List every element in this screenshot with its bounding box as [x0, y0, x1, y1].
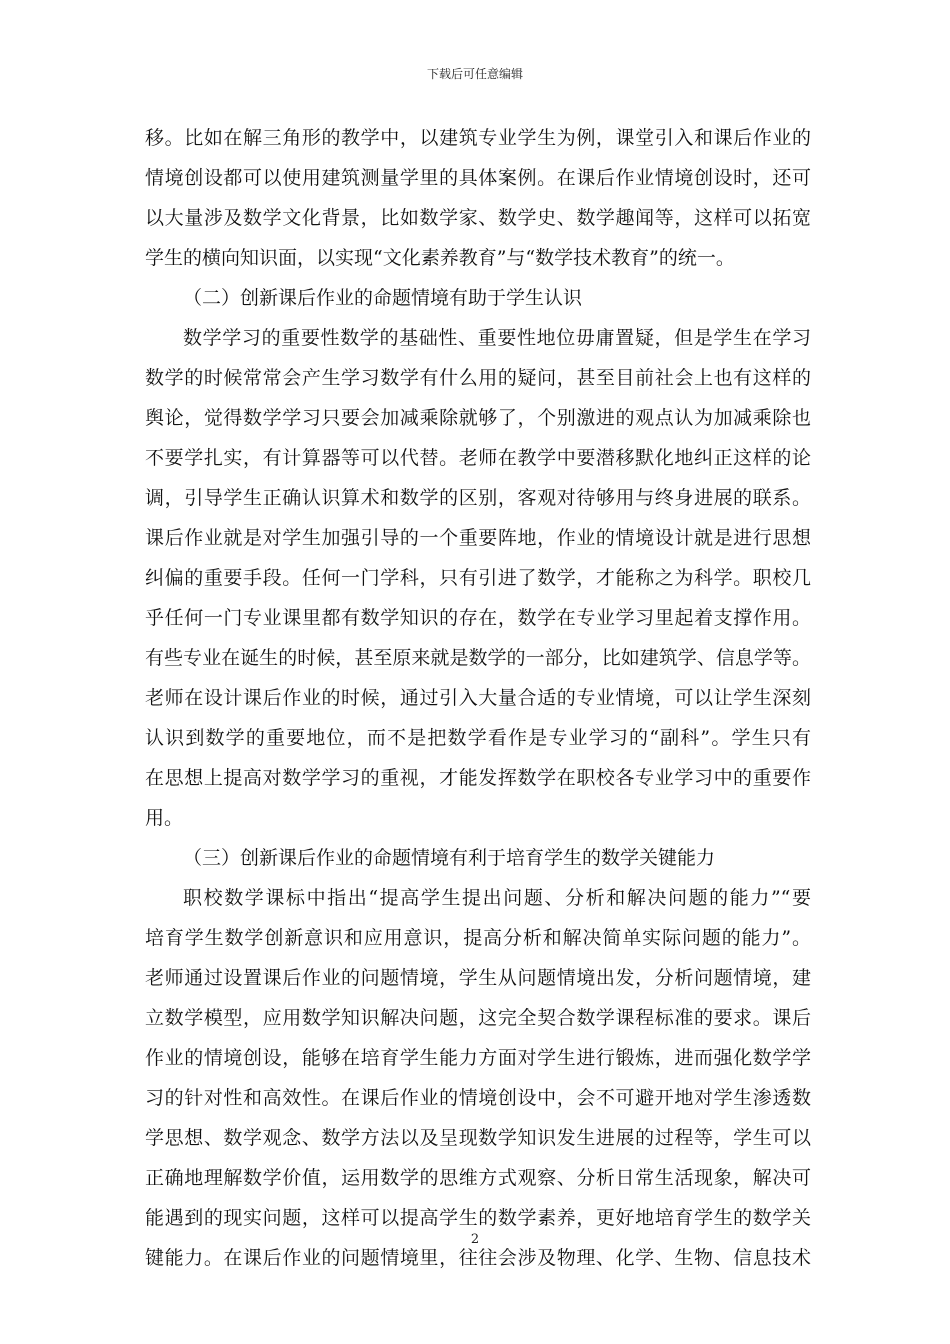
text-line: 习的针对性和高效性。在课后作业的情境创设中，会不可避开地对学生渗透数	[145, 1087, 811, 1109]
text-line: 正确地理解数学价值，运用数学的思维方式观察、分析日常生活现象，解决可	[145, 1167, 811, 1189]
text-line: 立数学模型，应用数学知识解决问题，这完全契合数学课程标准的要求。课后	[145, 1007, 811, 1029]
text-line: 移。比如在解三角形的教学中，以建筑专业学生为例，课堂引入和课后作业的	[145, 127, 811, 149]
text-line: 职校数学课标中指出“提高学生提出问题、分析和解决问题的能力”“要	[183, 887, 811, 909]
text-line: 不要学扎实，有计算器等可以代替。老师在教学中要潜移默化地纠正这样的论	[145, 447, 811, 469]
text-line: 调，引导学生正确认识算术和数学的区别，客观对待够用与终身进展的联系。	[145, 487, 811, 509]
text-line: 键能力。在课后作业的问题情境里，往往会涉及物理、化学、生物、信息技术	[145, 1247, 811, 1269]
text-line: 舆论，觉得数学学习只要会加减乘除就够了，个别激进的观点认为加减乘除也	[145, 407, 811, 429]
text-line: 用。	[145, 807, 184, 829]
page-header: 下载后可任意编辑	[426, 67, 523, 81]
text-line: 老师通过设置课后作业的问题情境，学生从问题情境出发，分析问题情境，建	[145, 967, 811, 989]
text-line: 学思想、数学观念、数学方法以及呈现数学知识发生进展的过程等，学生可以	[145, 1127, 811, 1149]
text-line: 乎任何一门专业课里都有数学知识的存在，数学在专业学习里起着支撑作用。	[145, 607, 811, 629]
document-body	[145, 118, 811, 1278]
text-line: 作业的情境创设，能够在培育学生能力方面对学生进行锻炼，进而强化数学学	[145, 1047, 811, 1069]
text-line: 数学学习的重要性数学的基础性、重要性地位毋庸置疑，但是学生在学习	[183, 327, 811, 349]
text-line: 数学的时候常常会产生学习数学有什么用的疑问，甚至目前社会上也有这样的	[145, 367, 811, 389]
text-line: 培育学生数学创新意识和应用意识，提高分析和解决简单实际问题的能力”。	[145, 927, 811, 949]
text-line: 在思想上提高对数学学习的重视，才能发挥数学在职校各专业学习中的重要作	[145, 767, 811, 789]
text-line: 情境创设都可以使用建筑测量学里的具体案例。在课后作业情境创设时，还可	[145, 167, 811, 189]
text-line: 有些专业在诞生的时候，甚至原来就是数学的一部分，比如建筑学、信息学等。	[145, 647, 811, 669]
page-number: 2	[470, 1232, 480, 1247]
section-heading: （三）创新课后作业的命题情境有利于培育学生的数学关键能力	[183, 847, 716, 869]
text-line: 认识到数学的重要地位，而不是把数学看作是专业学习的“副科”。学生只有	[145, 727, 811, 749]
text-line: 以大量涉及数学文化背景，比如数学家、数学史、数学趣闻等，这样可以拓宽	[145, 207, 811, 229]
text-line: 纠偏的重要手段。任何一门学科，只有引进了数学，才能称之为科学。职校几	[145, 567, 811, 589]
section-heading: （二）创新课后作业的命题情境有助于学生认识	[183, 287, 583, 309]
text-line: 课后作业就是对学生加强引导的一个重要阵地，作业的情境设计就是进行思想	[145, 527, 811, 549]
text-line: 学生的横向知识面，以实现“文化素养教育”与“数学技术教育”的统一。	[145, 247, 735, 269]
text-line: 老师在设计课后作业的时候，通过引入大量合适的专业情境，可以让学生深刻	[145, 687, 811, 709]
text-line: 能遇到的现实问题，这样可以提高学生的数学素养，更好地培育学生的数学关	[145, 1207, 811, 1229]
